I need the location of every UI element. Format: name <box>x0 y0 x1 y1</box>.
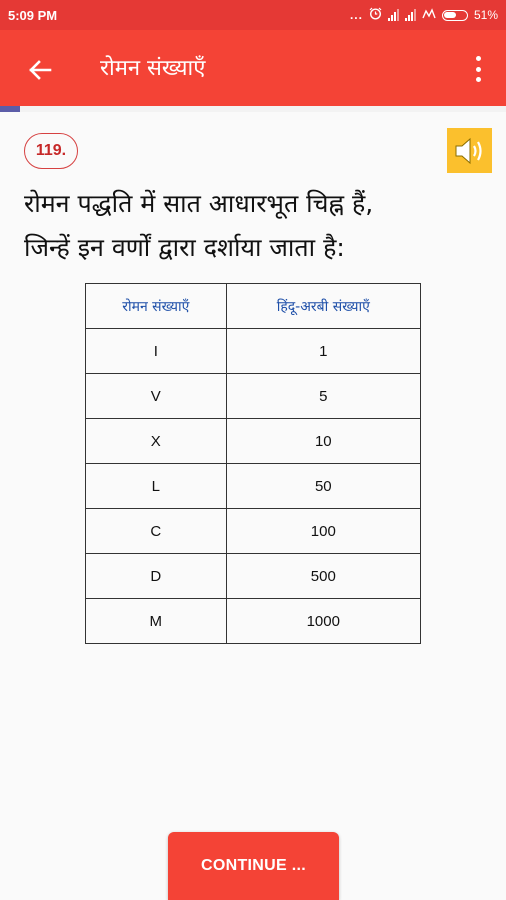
battery-percent: 51% <box>473 8 498 22</box>
table-row <box>86 419 421 464</box>
roman-cell: C <box>86 509 227 554</box>
question-text <box>24 182 494 270</box>
roman-cell: D <box>86 554 227 599</box>
roman-cell: L <box>86 464 227 509</box>
more-vertical-icon <box>476 56 481 61</box>
number-cell: 10 <box>226 419 420 464</box>
question-line-2: जिन्हें इन वर्णों द्वारा दर्शाया जाता है: <box>24 233 345 262</box>
progress-fill <box>0 106 20 112</box>
roman-cell: M <box>86 599 227 644</box>
number-cell: 1 <box>226 329 420 374</box>
question-line-1: रोमन पद्धति में सात आधारभूत चिह्न हैं, <box>24 189 374 218</box>
table-row <box>86 599 421 644</box>
number-cell: 50 <box>226 464 420 509</box>
table-row <box>86 509 421 554</box>
table-row <box>86 374 421 419</box>
table-row <box>86 329 421 374</box>
page-title: रोमन संख्याएँ <box>100 56 206 81</box>
alarm-icon <box>369 7 382 23</box>
app-bar <box>0 30 506 106</box>
number-cell: 1000 <box>226 599 420 644</box>
continue-button[interactable]: CONTINUE ... <box>168 832 339 900</box>
number-cell: 5 <box>226 374 420 419</box>
table-row <box>86 554 421 599</box>
speaker-icon <box>453 136 487 166</box>
roman-cell: V <box>86 374 227 419</box>
column-header-hindu-arabic: हिंदू-अरबी संख्याएँ <box>226 284 420 329</box>
speaker-button[interactable] <box>447 128 492 173</box>
roman-numerals-table <box>85 283 421 644</box>
number-cell: 500 <box>226 554 420 599</box>
column-header-roman: रोमन संख्याएँ <box>86 284 227 329</box>
battery-icon <box>442 10 468 21</box>
table-row <box>86 464 421 509</box>
overflow-menu-button[interactable] <box>468 54 488 84</box>
roman-cell: X <box>86 419 227 464</box>
table-header-row <box>86 284 421 329</box>
back-button[interactable] <box>22 52 58 88</box>
status-time: 5:09 PM <box>8 8 58 23</box>
status-icons <box>350 7 498 23</box>
notification-dots: ... <box>349 8 363 22</box>
signal-icon <box>405 9 416 21</box>
signal-icon <box>388 9 399 21</box>
progress-bar <box>0 106 506 112</box>
roman-cell: I <box>86 329 227 374</box>
status-bar <box>0 0 506 30</box>
question-number-badge: 119. <box>24 133 78 169</box>
arrow-left-icon <box>22 52 58 88</box>
number-cell: 100 <box>226 509 420 554</box>
network-icon <box>422 8 436 23</box>
